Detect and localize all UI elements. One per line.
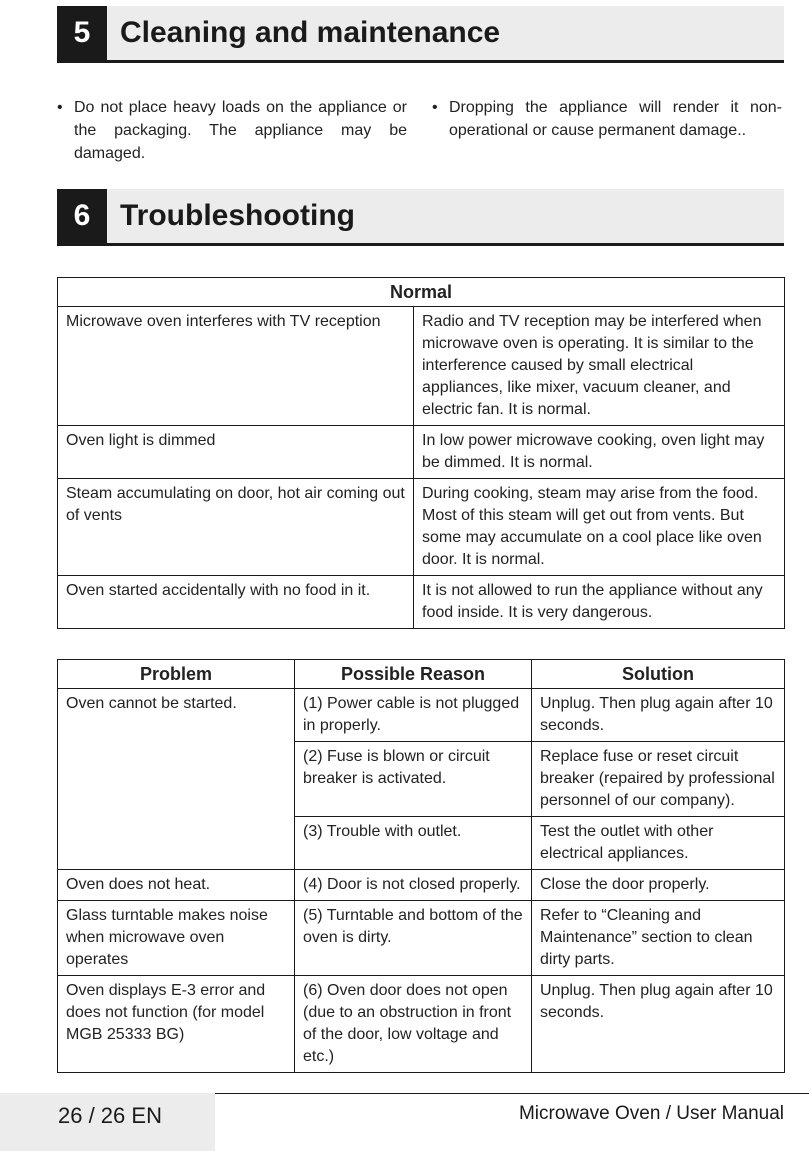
- symptom-cell: Oven started accidentally with no food in it.: [58, 576, 414, 629]
- explanation-cell: Radio and TV reception may be interfered when microwave oven is operating. It is similar to the interference caused by small electrical appliances, like mixer, vacuum cleaner, and electric fan. It is normal.: [414, 307, 785, 426]
- solution-cell: Unplug. Then plug again after 10 seconds.: [532, 976, 785, 1073]
- bullet-text: Dropping the appliance will render it non-operational or cause permanent damage..: [449, 99, 782, 139]
- reason-cell: (2) Fuse is blown or circuit breaker is activated.: [295, 742, 532, 817]
- reason-header: Possible Reason: [295, 660, 532, 689]
- problem-cell: Glass turntable makes noise when microwave oven operates: [58, 901, 295, 976]
- table-row: [58, 901, 785, 976]
- symptom-cell: Steam accumulating on door, hot air coming out of vents: [58, 479, 414, 576]
- symptom-cell: Oven light is dimmed: [58, 426, 414, 479]
- table-row: [58, 479, 785, 576]
- bullet-item: [432, 96, 782, 142]
- table-row: [58, 689, 785, 742]
- reason-cell: (3) Trouble with outlet.: [295, 817, 532, 870]
- footer-doc-title: Microwave Oven / User Manual: [518, 1103, 784, 1124]
- problem-header: Problem: [58, 660, 295, 689]
- section-6-header: [57, 189, 784, 246]
- footer-page-box: [0, 1093, 215, 1151]
- problem-table: [57, 659, 785, 1073]
- reason-cell: (1) Power cable is not plugged in properly.: [295, 689, 532, 742]
- solution-cell: Test the outlet with other electrical appliances.: [532, 817, 785, 870]
- explanation-cell: It is not allowed to run the appliance without any food inside. It is very dangerous.: [414, 576, 785, 629]
- normal-table: [57, 277, 785, 629]
- table-row: [58, 307, 785, 426]
- table-header-row: [58, 660, 785, 689]
- table-row: [58, 426, 785, 479]
- table-header: Normal: [58, 278, 785, 307]
- symptom-cell: Microwave oven interferes with TV reception: [58, 307, 414, 426]
- problem-cell: Oven displays E-3 error and does not function (for model MGB 25333 BG): [58, 976, 295, 1073]
- section-title: Troubleshooting: [120, 199, 355, 232]
- problem-cell: Oven does not heat.: [58, 870, 295, 901]
- reason-cell: (4) Door is not closed properly.: [295, 870, 532, 901]
- table-row: [58, 576, 785, 629]
- page-number: 26 / 26 EN: [58, 1103, 162, 1128]
- table-row: [58, 976, 785, 1073]
- footer-divider: [215, 1093, 809, 1094]
- section-title: Cleaning and maintenance: [120, 16, 501, 49]
- problem-cell: Oven cannot be started.: [58, 689, 295, 870]
- solution-cell: Close the door properly.: [532, 870, 785, 901]
- section-5-header: [57, 6, 784, 63]
- solution-header: Solution: [532, 660, 785, 689]
- bullet-text: Do not place heavy loads on the appliance or the packaging. The appliance may be damaged.: [74, 99, 407, 162]
- explanation-cell: In low power microwave cooking, oven light may be dimmed. It is normal.: [414, 426, 785, 479]
- table-row: [58, 870, 785, 901]
- solution-cell: Refer to “Cleaning and Maintenance” section to clean dirty parts.: [532, 901, 785, 976]
- table-header-row: [58, 278, 785, 307]
- bullet-item: [57, 96, 407, 165]
- section-number: 6: [57, 189, 107, 243]
- reason-cell: (6) Oven door does not open (due to an obstruction in front of the door, low voltage and etc.): [295, 976, 532, 1073]
- section-number: 5: [57, 6, 107, 60]
- solution-cell: Replace fuse or reset circuit breaker (repaired by professional personnel of our company).: [532, 742, 785, 817]
- explanation-cell: During cooking, steam may arise from the food. Most of this steam will get out from vents. But some may accumulate on a cool place like oven door. It is normal.: [414, 479, 785, 576]
- solution-cell: Unplug. Then plug again after 10 seconds.: [532, 689, 785, 742]
- bullet-dot: •: [432, 99, 438, 116]
- bullet-dot: •: [57, 99, 63, 116]
- reason-cell: (5) Turntable and bottom of the oven is dirty.: [295, 901, 532, 976]
